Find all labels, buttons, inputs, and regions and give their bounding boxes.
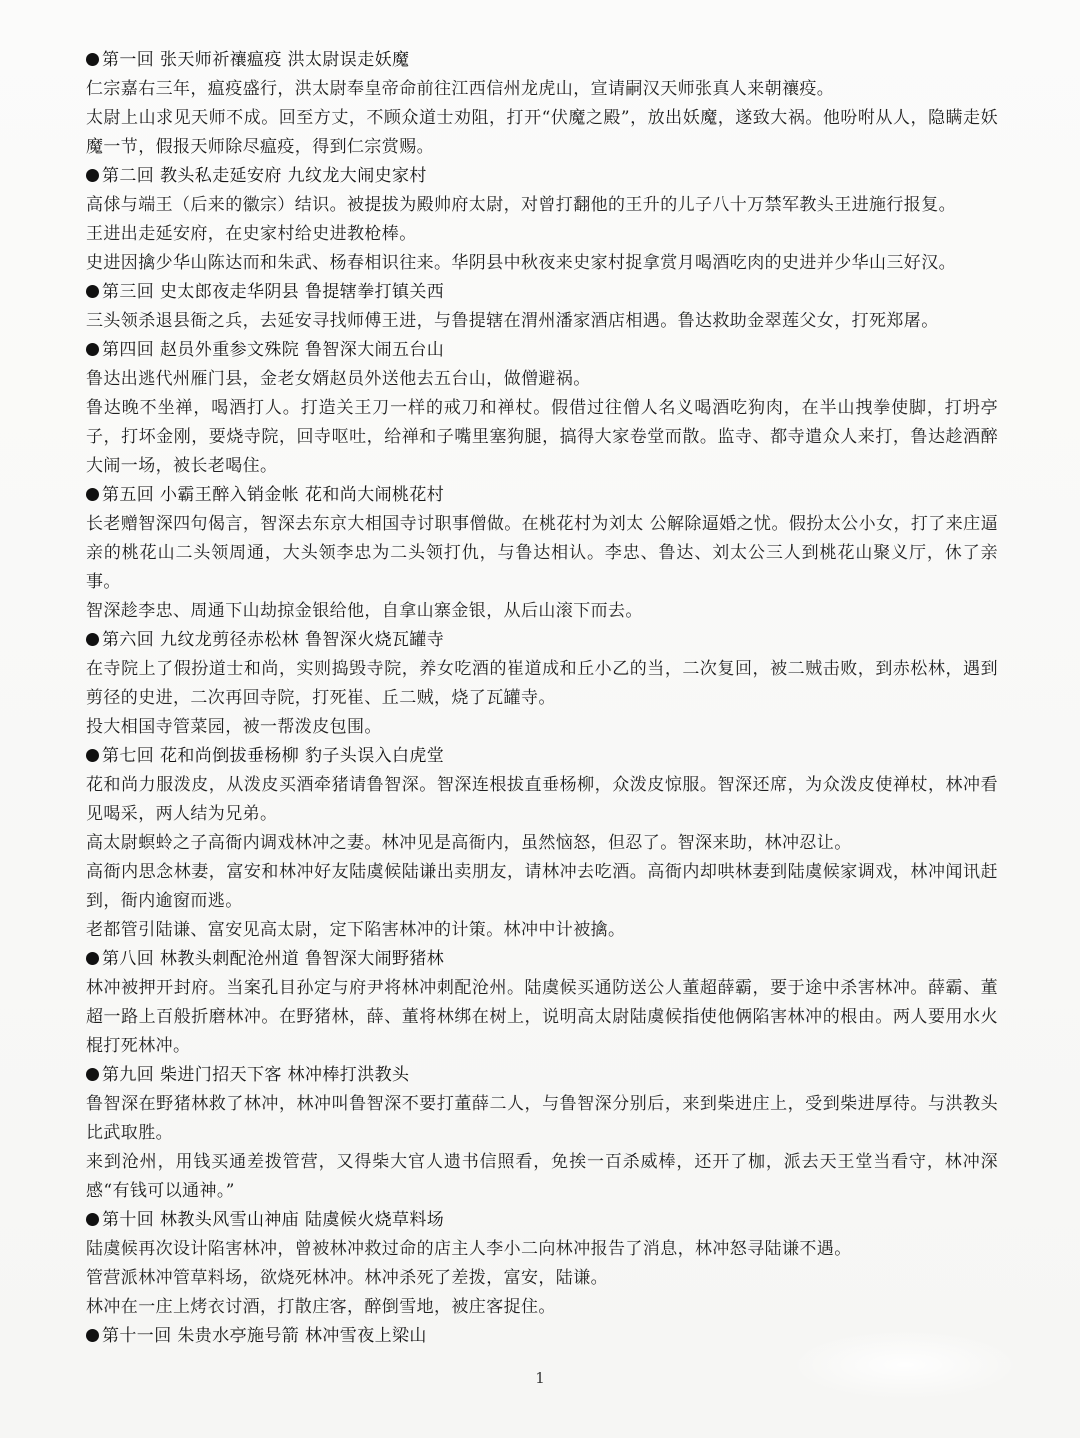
chapter-paragraph: 太尉上山求见天师不成。回至方丈，不顾众道士劝阻，打开“伏魔之殿”，放出妖魔，遂致大祸。他吩咐从人，隐瞒走妖魔一节，假报天师除尽瘟疫，得到仁宗赏赐。 bbox=[86, 108, 998, 157]
chapter-paragraph: 长老赠智深四句偈言，智深去东京大相国寺讨职事僧做。在桃花村为刘太 公解除逼婚之忧。假扮太公小女，打了来庄逼亲的桃花山二头领周通，大头领李忠为二头领打仇，与鲁达相认。李忠、鲁达、刘太公三人到桃花山聚义厅，休了亲事。 bbox=[86, 514, 998, 592]
document-body bbox=[86, 46, 998, 1351]
chapter-title-text: 第四回 赵员外重参文殊院 鲁智深大闹五台山 bbox=[102, 340, 445, 360]
chapter-title bbox=[86, 626, 998, 655]
chapter-title-text: 第十回 林教头风雪山神庙 陆虞候火烧草料场 bbox=[102, 1210, 445, 1230]
chapter-title-text: 第九回 柴进门招天下客 林冲棒打洪教头 bbox=[102, 1065, 410, 1085]
chapter-paragraph: 林冲在一庄上烤衣讨酒，打散庄客，醉倒雪地，被庄客捉住。 bbox=[86, 1297, 556, 1317]
bullet-icon bbox=[86, 53, 99, 66]
chapter-title-text: 第六回 九纹龙剪径赤松林 鲁智深火烧瓦罐寺 bbox=[102, 630, 445, 650]
chapter-title-text: 第五回 小霸王醉入销金帐 花和尚大闹桃花村 bbox=[102, 485, 445, 505]
scan-smudge bbox=[790, 1330, 1020, 1400]
chapter-title bbox=[86, 1061, 998, 1090]
chapter-title bbox=[86, 742, 998, 771]
chapter-paragraph: 投大相国寺管菜园，被一帮泼皮包围。 bbox=[86, 717, 382, 737]
bullet-icon bbox=[86, 1068, 99, 1081]
chapter-title bbox=[86, 481, 998, 510]
chapter-paragraph: 管营派林冲管草料场，欲烧死林冲。林冲杀死了差拨，富安，陆谦。 bbox=[86, 1268, 608, 1288]
chapter-paragraph: 陆虞候再次设计陷害林冲，曾被林冲救过命的店主人李小二向林冲报告了消息，林冲怒寻陆谦不遇。 bbox=[86, 1239, 852, 1259]
chapter-title bbox=[86, 162, 998, 191]
bullet-icon bbox=[86, 285, 99, 298]
bullet-icon bbox=[86, 749, 99, 762]
bullet-icon bbox=[86, 488, 99, 501]
bullet-icon bbox=[86, 1213, 99, 1226]
bullet-icon bbox=[86, 169, 99, 182]
bullet-icon bbox=[86, 1329, 99, 1342]
chapter-paragraph: 花和尚力服泼皮，从泼皮买酒牵猪请鲁智深。智深连根拔直垂杨柳，众泼皮惊服。智深还席，为众泼皮使禅杖，林冲看见喝采，两人结为兄弟。 bbox=[86, 775, 998, 824]
bullet-icon bbox=[86, 633, 99, 646]
chapter-title-text: 第二回 教头私走延安府 九纹龙大闹史家村 bbox=[102, 166, 427, 186]
chapter-title bbox=[86, 945, 998, 974]
page-number: 1 bbox=[535, 1369, 545, 1387]
chapter-title-text: 第八回 林教头刺配沧州道 鲁智深大闹野猪林 bbox=[102, 949, 445, 969]
chapter-title-text: 第三回 史太郎夜走华阴县 鲁提辖拳打镇关西 bbox=[102, 282, 445, 302]
chapter-paragraph: 王进出走延安府，在史家村给史进教枪棒。 bbox=[86, 224, 417, 244]
chapter-title bbox=[86, 1206, 998, 1235]
chapter-paragraph: 鲁达晚不坐禅，喝酒打人。打造关王刀一样的戒刀和禅杖。假借过往僧人名义喝酒吃狗肉，在半山拽拳使脚，打坍亭子，打坏金刚，要烧寺院，回寺呕吐，给禅和子嘴里塞狗腿，搞得大家卷堂而散。监寺、都寺遣众人来打，鲁达趁酒醉大闹一场，被长老喝住。 bbox=[86, 398, 998, 476]
chapter-title-text: 第一回 张天师祈禳瘟疫 洪太尉误走妖魔 bbox=[102, 50, 410, 70]
chapter-title bbox=[86, 46, 998, 75]
chapter-paragraph: 三头领杀退县衙之兵，去延安寻找师傅王进，与鲁提辖在渭州潘家酒店相遇。鲁达救助金翠莲父女，打死郑屠。 bbox=[86, 311, 939, 331]
chapter-paragraph: 来到沧州，用钱买通差拨管营，又得柴大官人遗书信照看，免挨一百杀威棒，还开了枷，派去天王堂当看守，林冲深感“有钱可以通神。” bbox=[86, 1152, 998, 1201]
chapter-title bbox=[86, 278, 998, 307]
chapter-paragraph: 鲁达出逃代州雁门县，金老女婿赵员外送他去五台山，做僧避祸。 bbox=[86, 369, 591, 389]
chapter-title-text: 第七回 花和尚倒拔垂杨柳 豹子头误入白虎堂 bbox=[102, 746, 445, 766]
chapter-title-text: 第十一回 朱贵水亭施号箭 林冲雪夜上梁山 bbox=[102, 1326, 427, 1346]
chapter-paragraph: 仁宗嘉右三年，瘟疫盛行，洪太尉奉皇帝命前往江西信州龙虎山，宣请嗣汉天师张真人来朝禳疫。 bbox=[86, 79, 835, 99]
chapter-paragraph: 林冲被押开封府。当案孔目孙定与府尹将林冲刺配沧州。陆虞候买通防送公人董超薛霸，要于途中杀害林冲。薛霸、董超一路上百般折磨林冲。在野猪林，薛、董将林绑在树上，说明高太尉陆虞候指使他俩陷害林冲的根由。两人要用水火棍打死林冲。 bbox=[86, 978, 998, 1056]
chapter-paragraph: 高衙内思念林妻，富安和林冲好友陆虞候陆谦出卖朋友，请林冲去吃酒。高衙内却哄林妻到陆虞候家调戏，林冲闻讯赶到，衙内逾窗而逃。 bbox=[86, 862, 998, 911]
chapter-paragraph: 鲁智深在野猪林救了林冲，林冲叫鲁智深不要打董薛二人，与鲁智深分别后，来到柴进庄上，受到柴进厚待。与洪教头比武取胜。 bbox=[86, 1094, 998, 1143]
bullet-icon bbox=[86, 952, 99, 965]
chapter-title bbox=[86, 336, 998, 365]
chapter-paragraph: 高太尉螟蛉之子高衙内调戏林冲之妻。林冲见是高衙内，虽然恼怒，但忍了。智深来助，林冲忍让。 bbox=[86, 833, 852, 853]
chapter-paragraph: 智深趁李忠、周通下山劫掠金银给他，自拿山寨金银，从后山滚下而去。 bbox=[86, 601, 643, 621]
bullet-icon bbox=[86, 343, 99, 356]
chapter-paragraph: 在寺院上了假扮道士和尚，实则捣毁寺院，养女吃酒的崔道成和丘小乙的当，二次复回，被二贼击败，到赤松林，遇到剪径的史进，二次再回寺院，打死崔、丘二贼，烧了瓦罐寺。 bbox=[86, 659, 998, 708]
chapter-paragraph: 老都管引陆谦、富安见高太尉，定下陷害林冲的计策。林冲中计被擒。 bbox=[86, 920, 626, 940]
chapter-paragraph: 史进因擒少华山陈达而和朱武、杨春相识往来。华阴县中秋夜来史家村捉拿赏月喝酒吃肉的史进并少华山三好汉。 bbox=[86, 253, 956, 273]
chapter-paragraph: 高俅与端王（后来的徽宗）结识。被提拔为殿帅府太尉，对曾打翻他的王升的儿子八十万禁军教头王进施行报复。 bbox=[86, 195, 956, 215]
